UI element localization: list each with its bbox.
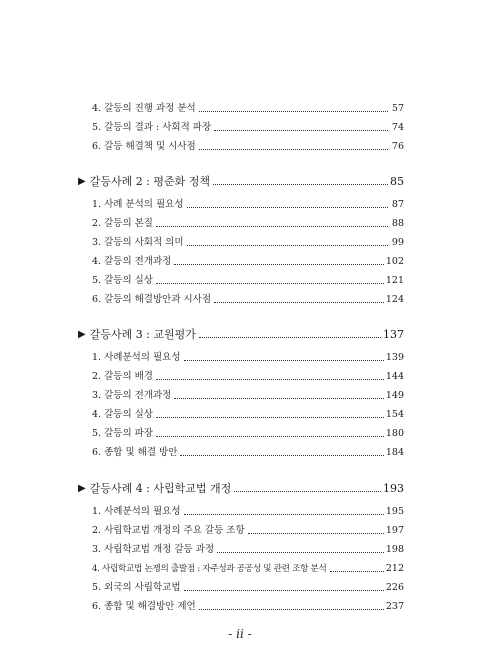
toc-entry-page: 180 <box>385 428 404 439</box>
toc-entry-page: 149 <box>385 390 404 401</box>
toc-section-heading <box>78 325 404 341</box>
toc-entry-page: 184 <box>385 447 404 458</box>
toc-section-heading <box>78 172 404 188</box>
toc-entry-title: 5. 갈등의 결과 : 사회적 파장 <box>92 122 212 133</box>
toc-entry-page: 88 <box>391 218 404 229</box>
toc-entry <box>92 542 404 556</box>
dot-leader <box>174 264 384 265</box>
dot-leader <box>174 398 384 399</box>
toc-entry <box>92 273 404 287</box>
dot-leader <box>156 379 384 380</box>
toc-entry-title: 6. 갈등 해결책 및 시사점 <box>92 141 196 152</box>
toc-heading-page: 137 <box>383 328 404 341</box>
toc-entry-title: 1. 사례분석의 필요성 <box>92 352 181 363</box>
toc-entry <box>92 407 404 421</box>
toc-entry <box>92 350 404 364</box>
toc-entry-page: 139 <box>385 352 404 363</box>
toc-section-heading <box>78 479 404 495</box>
toc-entry-title: 4. 갈등의 실상 <box>92 409 153 420</box>
toc-entry-page: 197 <box>385 525 404 536</box>
toc-entry-title: 5. 갈등의 실상 <box>92 275 153 286</box>
toc-entry <box>92 369 404 383</box>
dot-leader <box>234 491 381 492</box>
toc-entry-page: 87 <box>391 199 404 210</box>
toc-entry-title: 5. 외국의 사립학교법 <box>92 582 181 593</box>
toc-entry-title: 4. 사립학교법 논쟁의 출발점 : 자주성과 공공성 및 관련 조항 분석 <box>92 564 327 574</box>
dot-leader <box>156 226 388 227</box>
toc-entry <box>92 504 404 518</box>
toc-entry-title: 5. 갈등의 파장 <box>92 428 153 439</box>
toc-entry <box>92 599 404 613</box>
triangle-right-icon: ▶ <box>78 483 86 494</box>
dot-leader <box>248 533 384 534</box>
toc-entry-page: 198 <box>385 544 404 555</box>
toc-entry-page: 212 <box>385 563 404 574</box>
toc-heading-title: 갈등사례 3 : 교원평가 <box>89 328 196 341</box>
dot-leader <box>199 111 388 112</box>
toc-entry-title: 1. 사례 분석의 필요성 <box>92 199 184 210</box>
dot-leader <box>214 130 388 131</box>
dot-leader <box>199 337 381 338</box>
toc-entry-title: 2. 갈등의 본질 <box>92 218 153 229</box>
dot-leader <box>330 571 384 572</box>
triangle-right-icon: ▶ <box>78 329 86 340</box>
toc-entry-title: 2. 사립학교법 개정의 주요 갈등 조항 <box>92 525 245 536</box>
dot-leader <box>199 149 388 150</box>
toc-entry-page: 195 <box>385 506 404 517</box>
toc-entry-title: 3. 갈등의 전개과정 <box>92 390 172 401</box>
toc-entry <box>92 120 404 134</box>
dot-leader <box>213 184 388 185</box>
toc-entry <box>92 580 404 594</box>
dot-leader <box>217 552 384 553</box>
toc-entry-title: 6. 갈등의 해결방안과 시사점 <box>92 294 212 305</box>
page-number-footer: - ii - <box>228 627 252 641</box>
dot-leader <box>214 302 384 303</box>
triangle-right-icon: ▶ <box>78 176 86 187</box>
dot-leader <box>156 417 384 418</box>
toc-heading-title: 갈등사례 2 : 평준화 정책 <box>89 175 211 188</box>
toc-entry <box>92 216 404 230</box>
toc-entry-page: 121 <box>385 275 404 286</box>
toc-entry-title: 4. 갈등의 전개과정 <box>92 256 172 267</box>
toc-entry <box>92 101 404 115</box>
toc-entry <box>92 197 404 211</box>
toc-entry <box>92 523 404 537</box>
dot-leader <box>184 590 384 591</box>
toc-entry <box>92 388 404 402</box>
toc-entry-page: 74 <box>391 122 404 133</box>
toc-entry-title: 1. 사례분석의 필요성 <box>92 506 181 517</box>
toc-entry-title: 6. 종합 및 해결 방안 <box>92 447 178 458</box>
toc-entry-page: 99 <box>391 237 404 248</box>
dot-leader <box>156 283 384 284</box>
toc-entry-title: 3. 갈등의 사회적 의미 <box>92 237 184 248</box>
toc-entry-page: 124 <box>385 294 404 305</box>
toc-entry-page: 144 <box>385 371 404 382</box>
toc-entry-page: 154 <box>385 409 404 420</box>
toc-entry-page: 226 <box>385 582 404 593</box>
toc-heading-page: 193 <box>383 482 404 495</box>
toc-entry-title: 4. 갈등의 진행 과정 분석 <box>92 103 196 114</box>
toc-heading-page: 85 <box>390 175 404 188</box>
toc-entry <box>92 292 404 306</box>
toc-entry <box>92 235 404 249</box>
toc-entry <box>92 254 404 268</box>
dot-leader <box>184 514 384 515</box>
dot-leader <box>187 245 388 246</box>
toc-entry-page: 57 <box>391 103 404 114</box>
toc-entry-title: 3. 사립학교법 개정 갈등 과정 <box>92 544 215 555</box>
toc-entry-title: 2. 갈등의 배경 <box>92 371 153 382</box>
toc-entry <box>92 426 404 440</box>
toc-entry-title: 6. 종합 및 해결방안 제언 <box>92 601 196 612</box>
toc-heading-title: 갈등사례 4 : 사립학교법 개정 <box>89 482 232 495</box>
toc-entry-page: 237 <box>385 601 404 612</box>
dot-leader <box>199 609 384 610</box>
toc-entry-page: 102 <box>385 256 404 267</box>
dot-leader <box>184 360 384 361</box>
dot-leader <box>187 207 388 208</box>
toc-entry <box>92 561 404 575</box>
toc-entry-page: 76 <box>391 141 404 152</box>
dot-leader <box>156 436 384 437</box>
dot-leader <box>180 455 383 456</box>
toc-entry <box>92 139 404 153</box>
toc-entry <box>92 445 404 459</box>
